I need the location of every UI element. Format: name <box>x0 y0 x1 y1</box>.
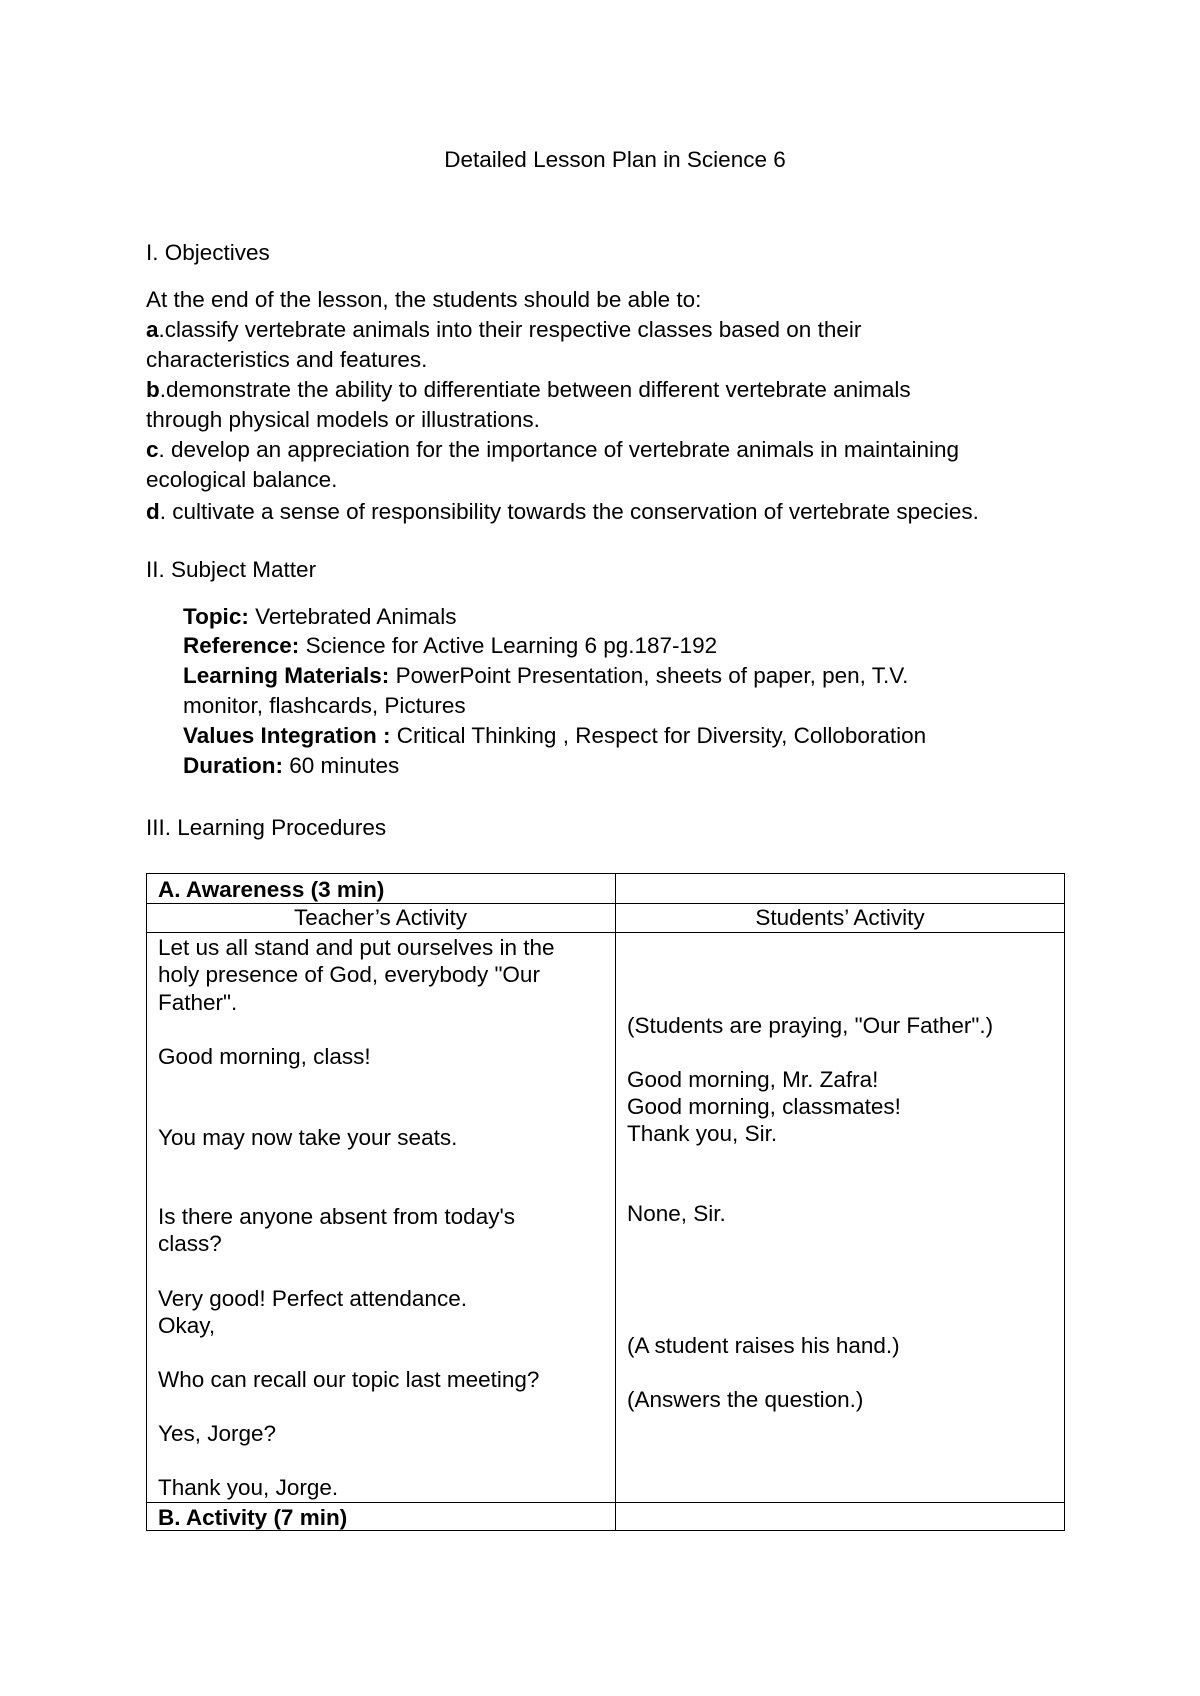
student-line: (Answers the question.) <box>627 1387 864 1412</box>
student-line: Thank you, Sir. <box>627 1121 778 1146</box>
materials-value: PowerPoint Presentation, sheets of paper, pen, T.V. <box>389 663 909 688</box>
table-column-divider <box>615 873 616 1531</box>
students-activity-header: Students’ Activity <box>755 905 925 930</box>
teacher-line: Yes, Jorge? <box>158 1421 277 1446</box>
teacher-line: Okay, <box>158 1313 216 1338</box>
teacher-line: Very good! Perfect attendance. <box>158 1286 467 1311</box>
table-divider <box>146 1502 1065 1503</box>
student-line: (Students are praying, "Our Father".) <box>627 1013 994 1038</box>
section-a-awareness: A. Awareness (3 min) <box>158 877 385 902</box>
materials-line-cont: monitor, flashcards, Pictures <box>183 693 466 718</box>
teacher-line: holy presence of God, everybody "Our <box>158 962 540 987</box>
reference-value: Science for Active Learning 6 pg.187-192 <box>299 633 718 658</box>
teacher-line: class? <box>158 1231 222 1256</box>
values-line <box>183 721 926 751</box>
materials-line <box>183 661 908 691</box>
objective-a <box>146 315 861 345</box>
duration-label: Duration: <box>183 753 283 778</box>
teacher-line: Is there anyone absent from today's <box>158 1204 516 1229</box>
teacher-line: Thank you, Jorge. <box>158 1475 339 1500</box>
student-line: None, Sir. <box>627 1201 726 1226</box>
topic-value: Vertebrated Animals <box>248 604 457 629</box>
teacher-activity-header: Teacher’s Activity <box>294 905 467 930</box>
objective-c <box>146 435 959 465</box>
objective-text: . develop an appreciation for the importance of vertebrate animals in maintaining <box>158 437 959 462</box>
teacher-line: Father". <box>158 990 238 1015</box>
objectives-intro: At the end of the lesson, the students should be able to: <box>146 287 702 312</box>
document-title: Detailed Lesson Plan in Science 6 <box>444 147 786 172</box>
objective-letter: d <box>146 499 160 524</box>
values-label: Values Integration : <box>183 723 391 748</box>
objective-text: .demonstrate the ability to differentiate between different vertebrate animals <box>159 377 911 402</box>
objective-letter: a <box>146 317 159 342</box>
objective-letter: b <box>146 377 160 402</box>
objective-d <box>146 497 979 527</box>
objective-b-cont: through physical models or illustrations. <box>146 407 540 432</box>
procedures-heading: III. Learning Procedures <box>146 815 387 840</box>
objective-text: . cultivate a sense of responsibility towards the conservation of vertebrate species. <box>159 499 979 524</box>
objective-b <box>146 375 911 405</box>
student-line: Good morning, classmates! <box>627 1094 901 1119</box>
objective-a-cont: characteristics and features. <box>146 347 428 372</box>
values-value: Critical Thinking , Respect for Diversity, Colloboration <box>390 723 927 748</box>
student-line: Good morning, Mr. Zafra! <box>627 1067 879 1092</box>
teacher-line: Good morning, class! <box>158 1044 371 1069</box>
objective-c-cont: ecological balance. <box>146 467 338 492</box>
objectives-heading: I. Objectives <box>146 240 270 265</box>
teacher-line: Let us all stand and put ourselves in the <box>158 935 555 960</box>
reference-label: Reference: <box>183 633 300 658</box>
subject-matter-heading: II. Subject Matter <box>146 557 317 582</box>
objective-text: .classify vertebrate animals into their respective classes based on their <box>158 317 862 342</box>
student-line: (A student raises his hand.) <box>627 1333 900 1358</box>
duration-value: 60 minutes <box>283 753 400 778</box>
topic-label: Topic: <box>183 604 249 629</box>
duration-line <box>183 751 399 781</box>
teacher-line: You may now take your seats. <box>158 1125 458 1150</box>
objective-letter: c <box>146 437 159 462</box>
table-divider <box>146 932 1065 933</box>
teacher-line: Who can recall our topic last meeting? <box>158 1367 540 1392</box>
topic-line <box>183 602 456 632</box>
reference-line <box>183 631 717 661</box>
section-b-activity: B. Activity (7 min) <box>158 1505 348 1530</box>
materials-label: Learning Materials: <box>183 663 390 688</box>
